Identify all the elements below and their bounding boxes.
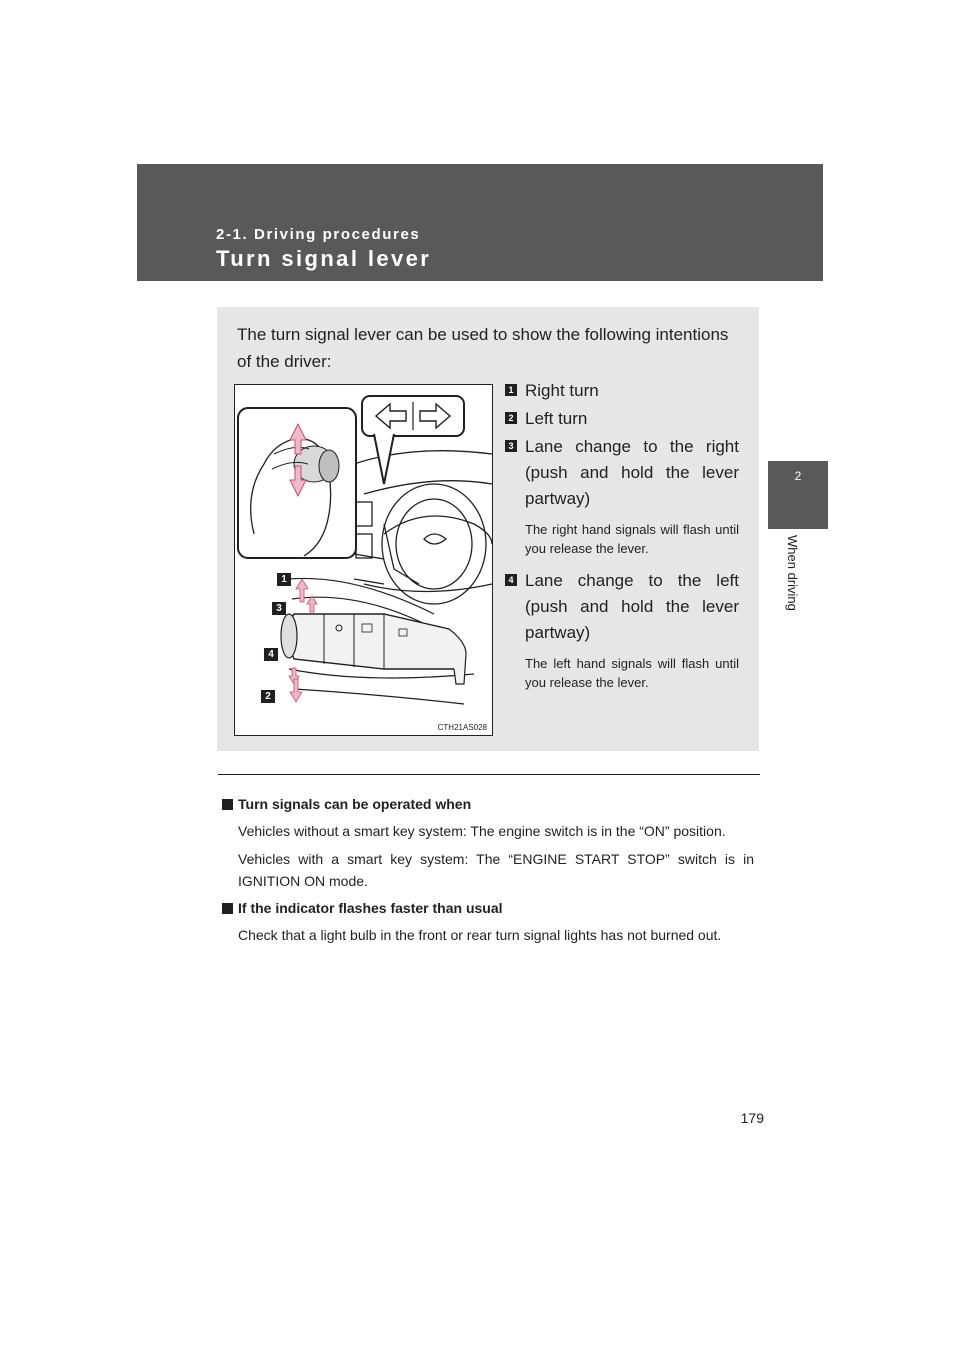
item-text: Right turn	[525, 381, 599, 400]
list-item	[505, 406, 739, 432]
header-band	[137, 164, 823, 281]
figure-callout-4: 4	[264, 648, 278, 661]
item-number: 3	[505, 440, 517, 452]
item-text: Lane change to the left (push and hold the lever partway)	[525, 571, 739, 642]
note-heading	[222, 898, 754, 918]
page-number: 179	[740, 1110, 764, 1126]
figure-callout-2: 2	[261, 690, 275, 703]
chapter-tab	[768, 461, 828, 529]
item-note: The right hand signals will flash until you release the lever.	[525, 522, 739, 556]
item-number: 4	[505, 574, 517, 586]
section-label: 2-1. Driving procedures	[216, 226, 421, 243]
turn-signal-figure	[234, 384, 493, 736]
bullet-square-icon	[222, 799, 233, 810]
figure-callout-1: 1	[277, 573, 291, 586]
hand-inset	[238, 408, 356, 558]
figure-callout-3: 3	[272, 602, 286, 615]
intro-box	[217, 307, 759, 751]
note-group	[222, 898, 754, 946]
notes-section	[222, 794, 754, 952]
intention-list	[505, 378, 739, 702]
note-group	[222, 794, 754, 892]
turn-signal-illustration	[234, 384, 493, 736]
item-text: Left turn	[525, 409, 588, 428]
intro-text: The turn signal lever can be used to show the following intentions of the driver:	[237, 325, 729, 371]
item-text: Lane change to the right (push and hold the lever partway)	[525, 437, 739, 508]
list-item	[505, 434, 739, 558]
page-title: Turn signal lever	[216, 246, 432, 271]
list-item	[505, 378, 739, 404]
bullet-square-icon	[222, 903, 233, 914]
chapter-label-text: When driving	[785, 535, 800, 611]
item-number: 2	[505, 412, 517, 424]
divider	[218, 774, 760, 775]
chapter-number: 2	[794, 469, 802, 483]
chapter-label	[786, 535, 806, 625]
list-item	[505, 568, 739, 692]
note-heading	[222, 794, 754, 814]
note-heading-text: If the indicator flashes faster than usual	[238, 900, 503, 916]
note-heading-text: Turn signals can be operated when	[238, 796, 472, 812]
note-paragraph: Vehicles with a smart key system: The “ENGINE START STOP” switch is in IGNITION ON mode.	[238, 851, 754, 889]
item-number: 1	[505, 384, 517, 396]
item-note: The left hand signals will flash until you release the lever.	[525, 656, 739, 690]
figure-code: CTH21AS028	[437, 723, 487, 732]
note-paragraph: Check that a light bulb in the front or rear turn signal lights has not burned out.	[238, 927, 722, 943]
note-paragraph: Vehicles without a smart key system: The engine switch is in the “ON” position.	[238, 823, 726, 839]
